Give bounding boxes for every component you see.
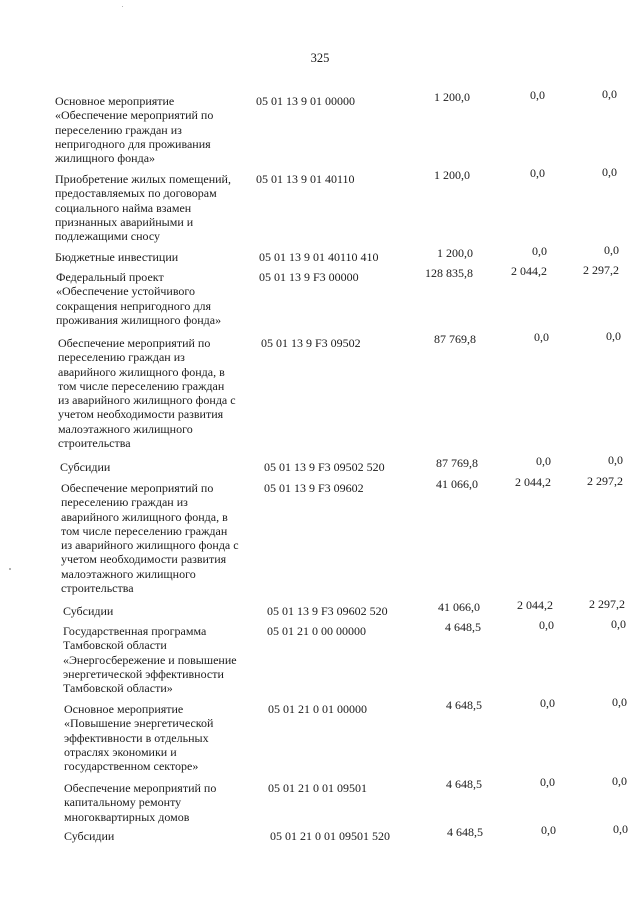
row-value-2: 0,0 [532,244,547,258]
row-value-1: 1 200,0 [434,90,470,104]
row-name: Основное мероприятие «Обеспечение мероприятий по переселению граждан из непригодного для проживания жилищного фонда» [55,94,214,166]
row-code: 05 01 13 9 01 40110 410 [259,250,379,264]
row-code: 05 01 21 0 00 00000 [267,624,366,638]
row-value-1: 87 769,8 [434,332,476,346]
row-value-2: 0,0 [534,330,549,344]
row-name: Обеспечение мероприятий по переселению граждан из аварийного жилищного фонда, в том числе переселению граждан из аварийного жилищного фонда с учетом необходимости развития малоэтажного жилищного строительства [61,481,239,596]
row-value-2: 2 044,2 [515,475,551,489]
row-value-1: 4 648,5 [446,777,482,791]
row-value-2: 2 044,2 [511,264,547,278]
row-name: Государственная программа Тамбовской области «Энергосбережение и повышение энергетической эффективности Тамбовской области» [63,624,237,696]
row-name: Основное мероприятие «Повышение энергетической эффективности в отдельных отраслях экономики и государственном секторе» [64,702,214,774]
row-value-1: 4 648,5 [445,620,481,634]
row-code: 05 01 13 9 F3 00000 [259,270,359,284]
row-value-2: 0,0 [530,166,545,180]
row-code: 05 01 13 9 F3 09502 520 [264,460,385,474]
row-code: 05 01 21 0 01 09501 [268,781,367,795]
row-name: Приобретение жилых помещений, предоставляемых по договорам социального найма взамен признанных аварийными и подлежащими сносу [55,172,231,244]
row-value-3: 2 297,2 [587,474,623,488]
row-name: Субсидии [63,604,114,618]
row-code: 05 01 13 9 F3 09502 [261,336,361,350]
row-value-2: 0,0 [536,454,551,468]
row-value-1: 1 200,0 [434,168,470,182]
row-name: Бюджетные инвестиции [55,250,179,264]
row-value-1: 41 066,0 [436,477,478,491]
row-value-3: 0,0 [604,243,619,257]
row-value-1: 4 648,5 [447,825,483,839]
row-value-2: 0,0 [539,618,554,632]
row-value-2: 0,0 [541,823,556,837]
row-value-2: 0,0 [540,696,555,710]
row-value-3: 2 297,2 [589,597,625,611]
row-value-1: 41 066,0 [438,600,480,614]
row-value-1: 4 648,5 [446,698,482,712]
row-value-3: 0,0 [608,453,623,467]
row-value-3: 0,0 [611,617,626,631]
row-value-3: 0,0 [602,165,617,179]
row-code: 05 01 21 0 01 09501 520 [270,829,390,843]
row-value-1: 1 200,0 [437,246,473,260]
row-value-2: 0,0 [530,88,545,102]
scan-speck [9,568,11,570]
row-code: 05 01 13 9 01 40110 [256,172,355,186]
row-value-3: 0,0 [606,329,621,343]
row-value-2: 0,0 [540,775,555,789]
row-code: 05 01 13 9 F3 09602 [264,481,364,495]
row-value-1: 87 769,8 [436,456,478,470]
row-code: 05 01 13 9 01 00000 [256,94,355,108]
row-value-3: 2 297,2 [583,263,619,277]
row-name: Обеспечение мероприятий по капитальному ремонту многоквартирных домов [64,781,217,824]
row-code: 05 01 13 9 F3 09602 520 [267,604,388,618]
row-name: Обеспечение мероприятий по переселению граждан из аварийного жилищного фонда, в том числе переселению граждан из аварийного жилищного фонда с учетом необходимости развития малоэтажного жилищного строительства [58,336,236,451]
row-value-3: 0,0 [612,774,627,788]
page-number: 325 [310,51,330,65]
scan-speck [122,6,123,7]
row-name: Федеральный проект «Обеспечение устойчивого сокращения непригодного для проживания жилищного фонда» [56,270,222,327]
row-value-3: 0,0 [613,822,628,836]
row-name: Субсидии [60,460,111,474]
row-name: Субсидии [64,829,115,843]
row-value-3: 0,0 [602,87,617,101]
row-value-2: 2 044,2 [517,598,553,612]
row-value-1: 128 835,8 [425,266,473,280]
row-code: 05 01 21 0 01 00000 [268,702,367,716]
row-value-3: 0,0 [612,695,627,709]
